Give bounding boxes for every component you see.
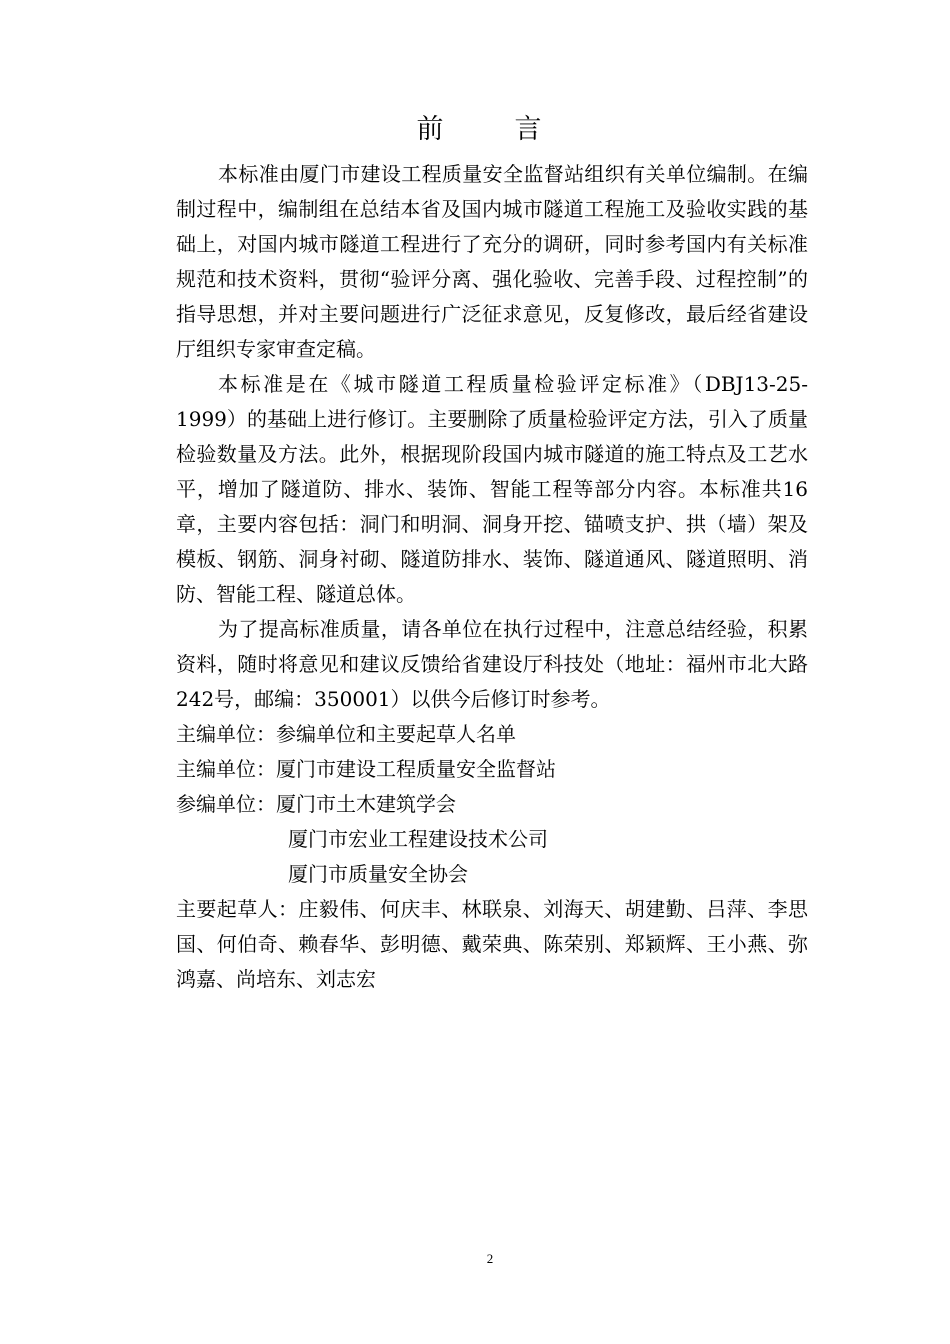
paragraph-1: 本标准由厦门市建设工程质量安全监督站组织有关单位编制。在编制过程中，编制组在总结本省及国内城市隧道工程施工及验收实践的基础上，对国内城市隧道工程进行了充分的调研，同时参考国内有关标准规范和技术资料，贯彻“验评分离、强化验收、完善手段、过程控制”的指导思想，并对主要问题进行广泛征求意见，反复修改，最后经省建设厅组织专家审查定稿。 (176, 162, 808, 361)
drafters-list: 主要起草人：庄毅伟、何庆丰、林联泉、刘海天、胡建勤、吕萍、李思国、何伯奇、赖春华、彭明德、戴荣典、陈荣别、郑颖辉、王小燕、弥鸿嘉、尚培东、刘志宏 (176, 897, 808, 991)
page-number: 2 (486, 1251, 494, 1266)
paragraph-3: 为了提高标准质量，请各单位在执行过程中，注意总结经验，积累资料，随时将意见和建议反馈给省建设厅科技处（地址：福州市北大路242号，邮编：350001）以供今后修订时参考。 (176, 617, 808, 711)
participating-unit-3: 厦门市质量安全协会 (288, 862, 468, 886)
units-heading: 主编单位：参编单位和主要起草人名单 (176, 722, 516, 746)
chief-unit: 主编单位：厦门市建设工程质量安全监督站 (176, 757, 556, 781)
document-body (176, 157, 808, 997)
page-title: 前 言 (416, 114, 564, 145)
paragraph-2: 本标准是在《城市隧道工程质量检验评定标准》（DBJ13-25-1999）的基础上进行修订。主要删除了质量检验评定方法，引入了质量检验数量及方法。此外，根据现阶段国内城市隧道的施工特点及工艺水平，增加了隧道防、排水、装饰、智能工程等部分内容。本标准共16章，主要内容包括：洞门和明洞、洞身开挖、锚喷支护、拱（墙）架及模板、钢筋、洞身衬砌、隧道防排水、装饰、隧道通风、隧道照明、消防、智能工程、隧道总体。 (176, 372, 808, 606)
participating-unit-1: 参编单位：厦门市土木建筑学会 (176, 792, 456, 816)
participating-unit-2: 厦门市宏业工程建设技术公司 (288, 827, 548, 851)
